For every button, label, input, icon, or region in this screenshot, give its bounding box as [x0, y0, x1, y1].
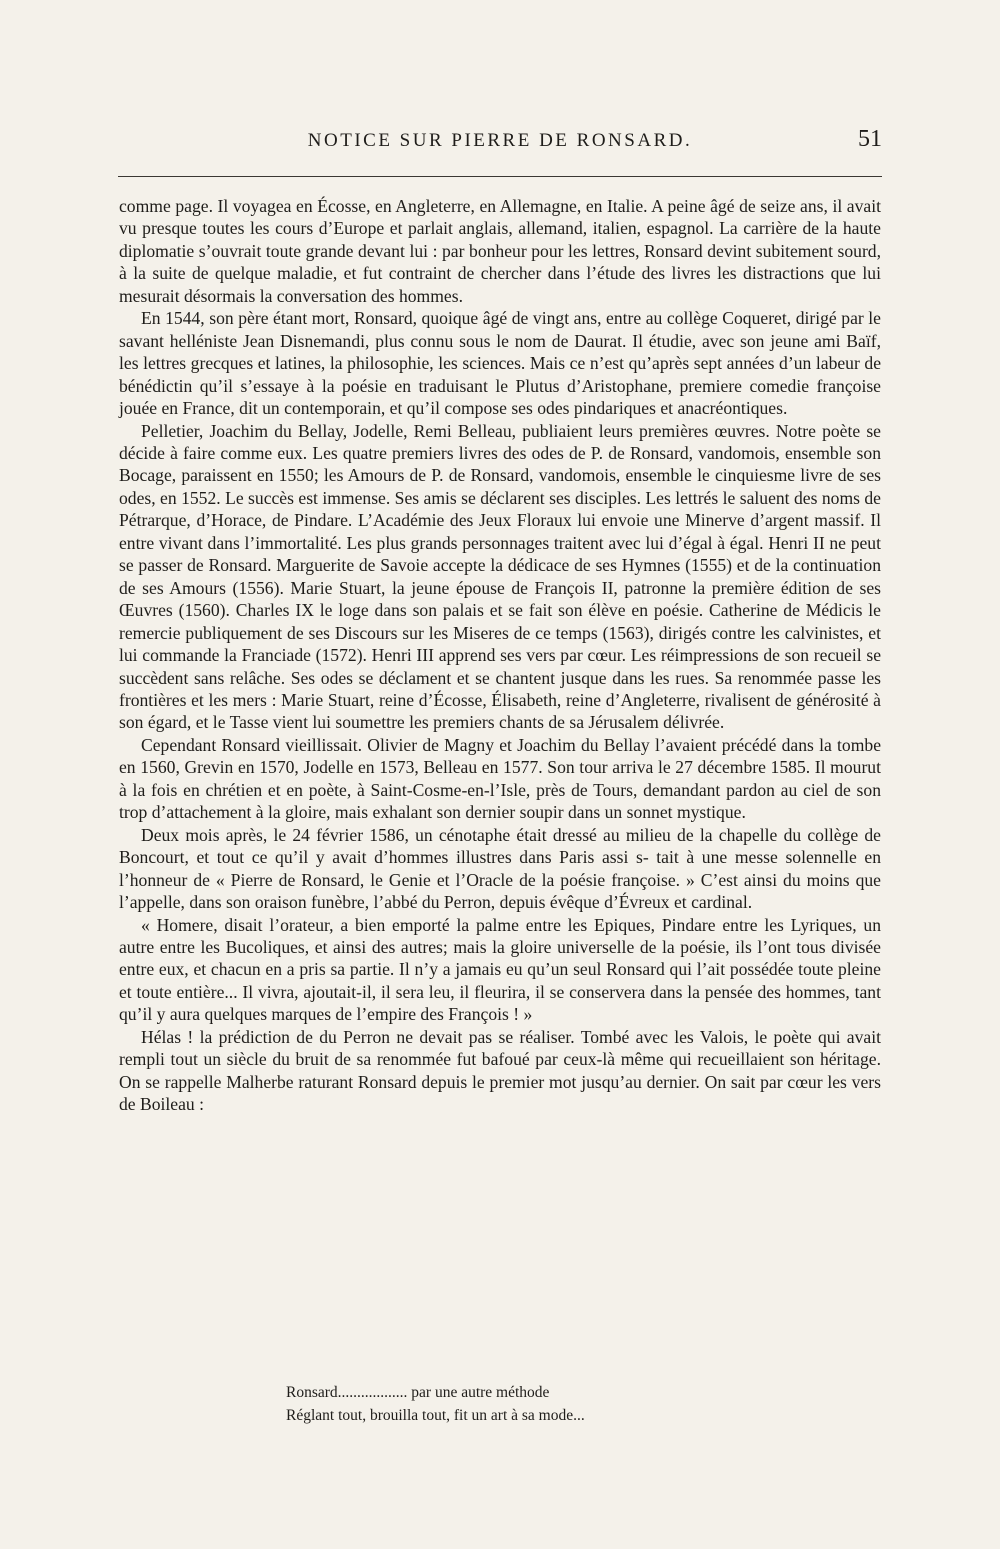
paragraph: Pelletier, Joachim du Bellay, Jodelle, Remi Belleau, publiaient leurs premières œuvres. Notre poète se décide à faire comme eux. Les quatre premiers livres des odes de P. de Ronsard, vandomois, ensemble son Bocage, paraissent en 1550; les Amours de P. de Ronsard, vandomois, ensemble le cinquiesme livre de ses odes, en 1552. Le succès est immense. Ses amis se déclarent ses disciples. Les lettrés le saluent des noms de Pétrarque, d’Horace, de Pindare. L’Académie des Jeux Floraux lui envoie une Minerve d’argent massif. Il entre vivant dans l’immortalité. Les plus grands personnages traitent avec lui d’égal à égal. Henri II ne peut se passer de Ronsard. Marguerite de Savoie accepte la dédicace de ses Hymnes (1555) et de la continuation de ses Amours (1556). Marie Stuart, la jeune épouse de François II, patronne la première édition de ses Œuvres (1560). Charles IX le loge dans son palais et se fait son élève en poésie. Catherine de Médicis le remercie publiquement de ses Discours sur les Miseres de ce temps (1563), dirigés contre les calvinistes, et lui commande la Franciade (1572). Henri III apprend ses vers par cœur. Les réimpressions de son recueil se succèdent sans relâche. Ses odes se déclament et se chantent jusque dans les rues. Sa renommée passe les frontières et les mers : Marie Stuart, reine d’Écosse, Élisabeth, reine d’Angleterre, rivalisent de générosité à son égard, et le Tasse vient lui soumettre les premiers chants de sa Jérusalem délivrée. [119, 420, 881, 733]
running-title: NOTICE SUR PIERRE DE RONSARD. [307, 130, 693, 151]
page-number: 51 [858, 126, 882, 152]
paragraph: Cependant Ronsard vieillissait. Olivier de Magny et Joachim du Bellay l’avaient précédé dans la tombe en 1560, Grevin en 1570, Jodelle en 1573, Belleau en 1577. Son tour arriva le 27 décembre 1585. Il mourut à la fois en chrétien et en poète, à Saint-Cosme-en-l’Isle, près de Tours, demandant pardon au ciel de son trop d’attachement à la gloire, mais exhalant son dernier soupir dans un sonnet mystique. [119, 734, 881, 823]
running-header [118, 126, 882, 160]
verse-line: Réglant tout, brouilla tout, fit un art à sa mode... [286, 1407, 585, 1424]
verse-quotation [286, 1381, 585, 1427]
header-rule [118, 176, 882, 177]
paragraph: Hélas ! la prédiction de du Perron ne devait pas se réaliser. Tombé avec les Valois, le poète qui avait rempli tout un siècle du bruit de sa renommée fut bafoué par ceux-là même qui recueillaient son héritage. On se rappelle Malherbe raturant Ronsard depuis le premier mot jusqu’au dernier. On sait par cœur les vers de Boileau : [119, 1026, 881, 1115]
verse-line: Ronsard.................. par une autre méthode [286, 1384, 550, 1401]
paragraph: comme page. Il voyagea en Écosse, en Angleterre, en Allemagne, en Italie. A peine âgé de seize ans, il avait vu presque toutes les cours d’Europe et parlait anglais, allemand, italien, espagnol. La carrière de la haute diplomatie s’ouvrait toute grande devant lui : par bonheur pour les lettres, Ronsard devint subitement sourd, à la suite de quelque maladie, et fut contraint de chercher dans l’étude des livres les distractions que lui mesurait désormais la conversation des hommes. [119, 196, 881, 306]
paragraph: Deux mois après, le 24 février 1586, un cénotaphe était dressé au milieu de la chapelle du collège de Boncourt, et tout ce qu’il y avait d’hommes illustres dans Paris assi s- tait à une messe solennelle en l’honneur de « Pierre de Ronsard, le Genie et l’Oracle de la poésie françoise. » C’est ainsi du moins que l’appelle, dans son oraison funèbre, l’abbé du Perron, depuis évêque d’Évreux et cardinal. [119, 824, 881, 913]
body-text [119, 195, 881, 1116]
paragraph: « Homere, disait l’orateur, a bien emporté la palme entre les Epiques, Pindare entre les Lyriques, un autre entre les Bucoliques, et ainsi des autres; mais la gloire universelle de la poésie, ils l’ont tous divisée entre eux, et chacun en a pris sa partie. Il n’y a jamais eu qu’un seul Ronsard qui l’ait possédée toute pleine et toute entière... Il vivra, ajoutait-il, il sera leu, il fleurira, il se conservera dans la pensée des hommes, tant qu’il y aura quelques marques de l’empire des François ! » [119, 914, 881, 1025]
paragraph: En 1544, son père étant mort, Ronsard, quoique âgé de vingt ans, entre au collège Coqueret, dirigé par le savant helléniste Jean Disnemandi, plus connu sous le nom de Daurat. Il étudie, avec son jeune ami Baïf, les lettres grecques et latines, la philosophie, les sciences. Mais ce n’est qu’après sept années d’un labeur de bénédictin qu’il s’essaye à la poésie en traduisant le Plutus d’Aristophane, premiere comedie françoise jouée en France, dit un contemporain, et qu’il compose ses odes pindariques et anacréontiques. [119, 308, 881, 419]
